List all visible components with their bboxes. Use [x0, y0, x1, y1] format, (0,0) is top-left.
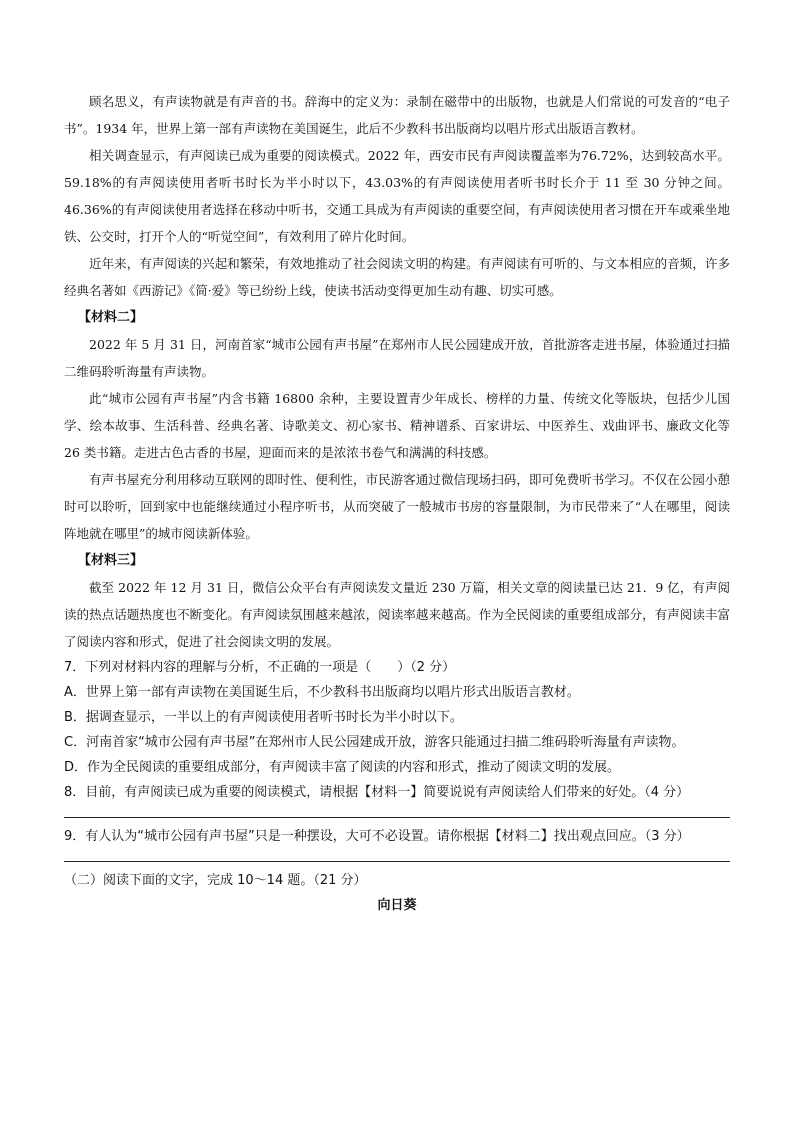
material3-heading: 【材料三】	[78, 553, 144, 568]
material1-paragraph-2: 相关调查显示，有声阅读已成为重要的阅读模式。2022 年，西安市民有声阅读覆盖率为76.72%，达到较高水平。59.18%的有声阅读使用者听书时长为半小时以下，43.03%的有声阅读使用者听书时长介于 11 至 30 分钟之间。46.36%的有声阅读使用者选择在移动中听书，交通工具成为有声阅读的重要空间，有声阅读使用者习惯在开车或乘坐地铁、公交时，打开个人的“听觉空间”，有效利用了碎片化时间。	[64, 148, 730, 244]
material3-paragraph-1: 截至 2022 年 12 月 31 日，微信公众平台有声阅读发文量近 230 万篇，相关文章的阅读量已达 21．9 亿，有声阅读的热点话题热度也不断变化。有声阅读氛围越来越浓，阅读率越来越高。作为全民阅读的重要组成部分，有声阅读丰富了阅读内容和形式，促进了社会阅读文明的发展。	[64, 580, 730, 649]
question-7-option-c: C．河南首家“城市公园有声书屋”在郑州市人民公园建成开放，游客只能通过扫描二维码聆听海量有声读物。	[64, 735, 685, 750]
material2-paragraph-1: 2022 年 5 月 31 日，河南首家“城市公园有声书屋”在郑州市人民公园建成开放，首批游客走进书屋，体验通过扫描二维码聆听海量有声读物。	[64, 337, 730, 379]
material1-paragraph-3: 近年来，有声阅读的兴起和繁荣，有效地推动了社会阅读文明的构建。有声阅读有可听的、与文本相应的音频，许多经典名著如《西游记》《简·爱》等已纷纷上线，使读书活动变得更加生动有趣、切实可感。	[64, 256, 730, 298]
material2-paragraph-3: 有声书屋充分利用移动互联网的即时性、便利性，市民游客通过微信现场扫码，即可免费听书学习。不仅在公园小憩时可以聆听，回到家中也能继续通过小程序听书，从而突破了一般城市书房的容量限制，为市民带来了“人在哪里，阅读阵地就在哪里”的城市阅读新体验。	[64, 472, 730, 541]
section-2-intro: （二）阅读下面的文字，完成 10～14 题。（21 分）	[64, 873, 367, 888]
question-8-stem: 8．目前，有声阅读已成为重要的阅读模式，请根据【材料一】简要说说有声阅读给人们带来的好处。（4 分）	[64, 785, 690, 800]
question-7-option-d: D．作为全民阅读的重要组成部分，有声阅读丰富了阅读的内容和形式，推动了阅读文明的发展。	[64, 760, 621, 775]
material1-paragraph-1: 顾名思义，有声读物就是有声音的书。辞海中的定义为：录制在磁带中的出版物，也就是人们常说的可发音的“电子书”。1934 年，世界上第一部有声读物在美国诞生，此后不少教科书出版商均以唱片形式出版语言教材。	[64, 94, 730, 136]
question-7-option-a: A．世界上第一部有声读物在美国诞生后，不少教科书出版商均以唱片形式出版语言教材。	[64, 685, 580, 700]
question-7-stem: 7．下列对材料内容的理解与分析，不正确的一项是（ ）（2 分）	[64, 660, 456, 675]
question-9-stem: 9．有人认为“城市公园有声书屋”只是一种摆设，大可不必设置。请你根据【材料二】找出观点回应。（3 分）	[64, 829, 690, 844]
exam-page	[64, 88, 730, 918]
question-7-option-b: B．据调查显示，一半以上的有声阅读使用者听书时长为半小时以下。	[64, 710, 463, 725]
material2-paragraph-2: 此“城市公园有声书屋”内含书籍 16800 余种，主要设置青少年成长、榜样的力量、传统文化等版块，包括少儿国学、绘本故事、生活科普、经典名著、诗歌美文、初心家书、精神谱系、百家讲坛、中医养生、戏曲评书、廉政文化等 26 类书籍。走进古色古香的书屋，迎面而来的是浓浓书卷气和满满的科技感。	[64, 391, 730, 460]
passage-title: 向日葵	[377, 898, 417, 913]
material2-heading: 【材料二】	[78, 310, 144, 325]
